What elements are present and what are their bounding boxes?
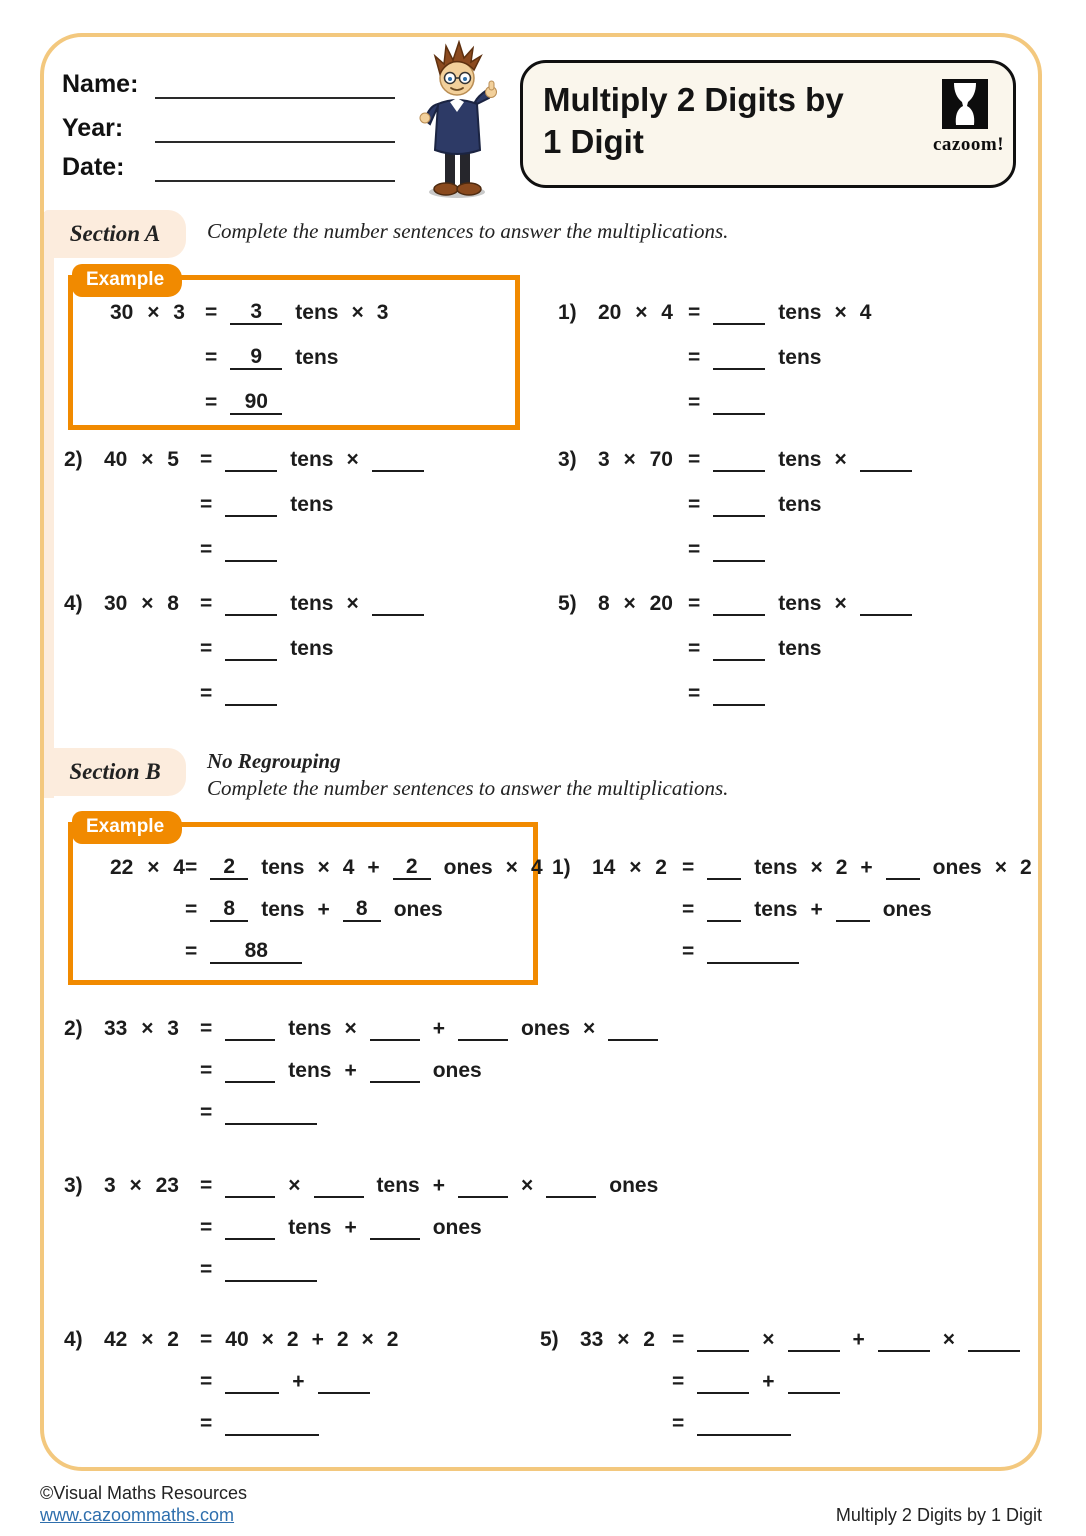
equation-token: = (205, 391, 218, 414)
equation-line (200, 1083, 658, 1125)
equation-token: = (688, 538, 701, 561)
equation-token: 40 (225, 1328, 249, 1351)
answer-blank (225, 676, 277, 706)
answer-blank (713, 340, 765, 370)
equation-line (200, 999, 658, 1041)
equation-token: 2 (286, 1328, 299, 1351)
equation-line (185, 838, 543, 880)
equation-line (200, 472, 424, 517)
equation-token: ones (393, 898, 443, 921)
equation-token: × (351, 301, 364, 324)
equation-token: tens (261, 856, 305, 879)
equation-token: ones (432, 1216, 482, 1239)
section-a-label: Section A (44, 210, 186, 258)
equation-token: × (346, 592, 359, 615)
equation-token: + (292, 1370, 305, 1393)
equation-line (200, 1310, 398, 1352)
equation-token: + (810, 898, 823, 921)
equation-token: = (688, 346, 701, 369)
equation-token: tens (778, 592, 822, 615)
equation-line (200, 571, 424, 616)
equation-token: 2 (1019, 856, 1032, 879)
answer-blank (458, 1168, 508, 1198)
equation-line (200, 661, 424, 706)
equation-line (688, 661, 912, 706)
equation-token: + (311, 1328, 324, 1351)
question-number: 1) (558, 301, 577, 324)
equation-token: × (288, 1174, 301, 1197)
equation-line (205, 325, 388, 370)
equation-token: = (200, 637, 213, 660)
equation-token: × (361, 1328, 374, 1351)
equation-token: + (344, 1216, 357, 1239)
answer-blank (225, 442, 277, 472)
equation-line (688, 280, 871, 325)
question-problem: 40 × 5 (104, 448, 179, 471)
question (540, 1310, 1020, 1436)
section-a-instruction: Complete the number sentences to answer the multiplications. (207, 219, 729, 243)
answer-blank (372, 442, 424, 472)
equation-token: = (688, 637, 701, 660)
question-problem: 8 × 20 (598, 592, 673, 615)
equation-token: tens (754, 898, 798, 921)
cazoom-logo (933, 79, 1005, 156)
equation-token: 4 (530, 856, 543, 879)
question-number: 1) (552, 856, 571, 879)
question (64, 571, 424, 706)
filled-answer: 90 (230, 385, 282, 415)
equation-token: + (317, 898, 330, 921)
equation-line (200, 1352, 398, 1394)
answer-blank (458, 1011, 508, 1041)
answer-blank (314, 1168, 364, 1198)
answer-blank (713, 442, 765, 472)
equation-token: = (200, 1017, 213, 1040)
example-box (68, 269, 520, 430)
equation-token: = (205, 346, 218, 369)
equation-token: tens (288, 1017, 332, 1040)
equation-line (688, 472, 912, 517)
equation-token: = (688, 391, 701, 414)
answer-blank (713, 487, 765, 517)
name-label: Name: (62, 70, 139, 98)
answer-blank (370, 1011, 420, 1041)
answer-blank (318, 1364, 370, 1394)
equation-token: = (200, 1328, 213, 1351)
equation-token: = (200, 1370, 213, 1393)
equation-token: × (834, 448, 847, 471)
question (64, 999, 658, 1125)
question (558, 571, 912, 706)
name-line (155, 96, 395, 99)
answer-blank (697, 1364, 749, 1394)
equation-token: = (200, 682, 213, 705)
filled-answer: 88 (210, 934, 302, 964)
year-line (155, 140, 395, 143)
equation-token: tens (288, 1059, 332, 1082)
answer-blank (225, 487, 277, 517)
equation-token: = (688, 301, 701, 324)
boy-character-illustration (405, 40, 510, 200)
answer-blank (713, 532, 765, 562)
equation-token: = (688, 592, 701, 615)
equation-token: 4 (859, 301, 872, 324)
question-number: 4) (64, 592, 83, 615)
equation-token: ones (520, 1017, 570, 1040)
equation-line (200, 616, 424, 661)
question (64, 1310, 398, 1436)
answer-blank (372, 586, 424, 616)
equation-line (200, 1156, 658, 1198)
equation-line (200, 1198, 658, 1240)
equation-token: tens (376, 1174, 420, 1197)
answer-blank (860, 586, 912, 616)
equation-token: tens (778, 493, 822, 516)
equation-token: = (688, 448, 701, 471)
question-number: 5) (540, 1328, 559, 1351)
answer-blank (225, 1095, 317, 1125)
equation-token: + (852, 1328, 865, 1351)
answer-blank (546, 1168, 596, 1198)
equation-line (200, 1394, 398, 1436)
equation-token: × (344, 1017, 357, 1040)
question-number: 3) (64, 1174, 83, 1197)
equation-token: × (834, 301, 847, 324)
answer-blank (788, 1322, 840, 1352)
equation-token: tens (778, 448, 822, 471)
equation-token: = (200, 1174, 213, 1197)
equation-token: tens (754, 856, 798, 879)
equation-line (688, 370, 871, 415)
equation-token: × (942, 1328, 956, 1351)
answer-blank (225, 1053, 275, 1083)
equation-line (672, 1310, 1020, 1352)
equation-token: tens (261, 898, 305, 921)
equation-token: × (583, 1017, 596, 1040)
question-problem: 42 × 2 (104, 1328, 179, 1351)
equation-token: = (682, 898, 695, 921)
equation-line (672, 1352, 1020, 1394)
answer-blank (370, 1210, 420, 1240)
section-b-label: Section B (44, 748, 186, 796)
equation-token: 3 (376, 301, 389, 324)
equation-token: × (317, 856, 330, 879)
equation-token: ones (882, 898, 932, 921)
example-tab: Example (72, 811, 182, 844)
equation-token: × (505, 856, 518, 879)
equation-token: = (688, 682, 701, 705)
equation-token: × (994, 856, 1007, 879)
equation-token: + (762, 1370, 775, 1393)
filled-answer: 8 (343, 892, 381, 922)
question-problem: 14 × 2 (592, 856, 667, 879)
equation-line (688, 427, 912, 472)
equation-line (688, 616, 912, 661)
equation-line (688, 571, 912, 616)
question-problem: 20 × 4 (598, 301, 673, 324)
question-number: 2) (64, 1017, 83, 1040)
equation-token: × (520, 1174, 534, 1197)
answer-blank (713, 586, 765, 616)
equation-line (688, 517, 912, 562)
equation-token: tens (778, 301, 822, 324)
question-number: 3) (558, 448, 577, 471)
equation-line (200, 427, 424, 472)
equation-token: = (682, 856, 695, 879)
equation-token: ones (932, 856, 982, 879)
equation-token: = (200, 448, 213, 471)
equation-token: tens (778, 346, 822, 369)
equation-token: ones (609, 1174, 659, 1197)
equation-line (672, 1394, 1020, 1436)
equation-token: = (200, 1059, 213, 1082)
question (64, 1156, 658, 1282)
equation-token: = (200, 1258, 213, 1281)
answer-blank (697, 1406, 791, 1436)
footer-doc-title: Multiply 2 Digits by 1 Digit (835, 1505, 1042, 1525)
equation-token: + (860, 856, 873, 879)
website-link[interactable]: www.cazoommaths.com (40, 1505, 235, 1525)
question-number: 4) (64, 1328, 83, 1351)
answer-blank (713, 631, 765, 661)
equation-token: = (200, 1101, 213, 1124)
equation-line (205, 280, 388, 325)
equation-token: + (367, 856, 380, 879)
answer-blank (836, 892, 870, 922)
date-line (155, 179, 395, 182)
filled-answer: 2 (210, 850, 248, 880)
copyright-text: ©Visual Maths Resources (40, 1483, 248, 1503)
equation-token: = (688, 493, 701, 516)
answer-blank (878, 1322, 930, 1352)
example-problem: 22 × 4 (110, 856, 185, 879)
question-problem: 3 × 23 (104, 1174, 179, 1197)
answer-blank (860, 442, 912, 472)
equation-token: × (834, 592, 847, 615)
equation-line (185, 880, 543, 922)
answer-blank (225, 1011, 275, 1041)
answer-blank (225, 1252, 317, 1282)
equation-token: = (200, 538, 213, 561)
equation-line (688, 325, 871, 370)
drum-icon (942, 79, 988, 129)
answer-blank (225, 1210, 275, 1240)
equation-token: ones (443, 856, 493, 879)
equation-token: tens (290, 493, 334, 516)
equation-token: = (184, 898, 198, 921)
equation-token: × (261, 1328, 274, 1351)
date-label: Date: (62, 153, 125, 181)
equation-token: tens (290, 637, 334, 660)
equation-token: × (346, 448, 359, 471)
equation-token: + (344, 1059, 357, 1082)
equation-token: × (762, 1328, 775, 1351)
example-box (68, 816, 543, 985)
equation-line (682, 838, 1032, 880)
equation-line (200, 1240, 658, 1282)
filled-answer: 9 (230, 340, 282, 370)
equation-token: + (432, 1017, 445, 1040)
answer-blank (225, 532, 277, 562)
example-tab: Example (72, 264, 182, 297)
answer-blank (225, 631, 277, 661)
section-b-instruction: Complete the number sentences to answer the multiplications. (207, 776, 729, 800)
equation-token: = (205, 301, 218, 324)
equation-line (200, 1041, 658, 1083)
equation-token: tens (290, 592, 334, 615)
filled-answer: 3 (230, 295, 282, 325)
equation-token: = (200, 1412, 213, 1435)
equation-token: = (184, 856, 198, 879)
equation-token: = (200, 1216, 213, 1239)
answer-blank (225, 1168, 275, 1198)
answer-blank (225, 1406, 319, 1436)
equation-line (200, 517, 424, 562)
equation-line (205, 370, 388, 415)
year-label: Year: (62, 114, 124, 142)
equation-token: tens (288, 1216, 332, 1239)
question-problem: 3 × 70 (598, 448, 673, 471)
equation-token: = (184, 940, 198, 963)
equation-token: tens (295, 346, 339, 369)
answer-blank (968, 1322, 1020, 1352)
filled-answer: 8 (210, 892, 248, 922)
question (64, 427, 424, 562)
equation-token: tens (295, 301, 339, 324)
answer-blank (608, 1011, 658, 1041)
worksheet-title: Multiply 2 Digits by 1 Digit (543, 81, 844, 160)
question (558, 427, 912, 562)
equation-token: = (200, 592, 213, 615)
answer-blank (707, 934, 799, 964)
answer-blank (225, 1364, 279, 1394)
question (552, 838, 1032, 964)
answer-blank (707, 892, 741, 922)
title-box (520, 60, 1016, 188)
section-b-subtitle: No Regrouping (207, 749, 341, 773)
answer-blank (788, 1364, 840, 1394)
answer-blank (713, 295, 765, 325)
equation-token: = (672, 1370, 685, 1393)
equation-token: × (810, 856, 823, 879)
equation-line (682, 880, 1032, 922)
equation-line (682, 922, 1032, 964)
filled-answer: 2 (393, 850, 431, 880)
equation-line (185, 922, 543, 964)
equation-token: tens (778, 637, 822, 660)
answer-blank (886, 850, 920, 880)
equation-token: = (200, 493, 213, 516)
question-problem: 33 × 2 (580, 1328, 655, 1351)
answer-blank (370, 1053, 420, 1083)
question-number: 2) (64, 448, 83, 471)
answer-blank (707, 850, 741, 880)
equation-token: = (672, 1412, 685, 1435)
logo-text: cazoom! (933, 134, 1005, 155)
section-side-strip (44, 212, 54, 798)
answer-blank (713, 385, 765, 415)
question (558, 280, 871, 415)
equation-token: = (682, 940, 695, 963)
answer-blank (713, 676, 765, 706)
answer-blank (697, 1322, 749, 1352)
equation-token: 2 (336, 1328, 349, 1351)
question-problem: 33 × 3 (104, 1017, 179, 1040)
equation-token: + (432, 1174, 445, 1197)
equation-token: tens (290, 448, 334, 471)
answer-blank (225, 586, 277, 616)
equation-token: 2 (835, 856, 848, 879)
equation-token: 2 (386, 1328, 399, 1351)
equation-token: = (672, 1328, 685, 1351)
equation-token: ones (432, 1059, 482, 1082)
equation-token: 4 (342, 856, 355, 879)
question-problem: 30 × 8 (104, 592, 179, 615)
example-problem: 30 × 3 (110, 301, 185, 324)
question-number: 5) (558, 592, 577, 615)
